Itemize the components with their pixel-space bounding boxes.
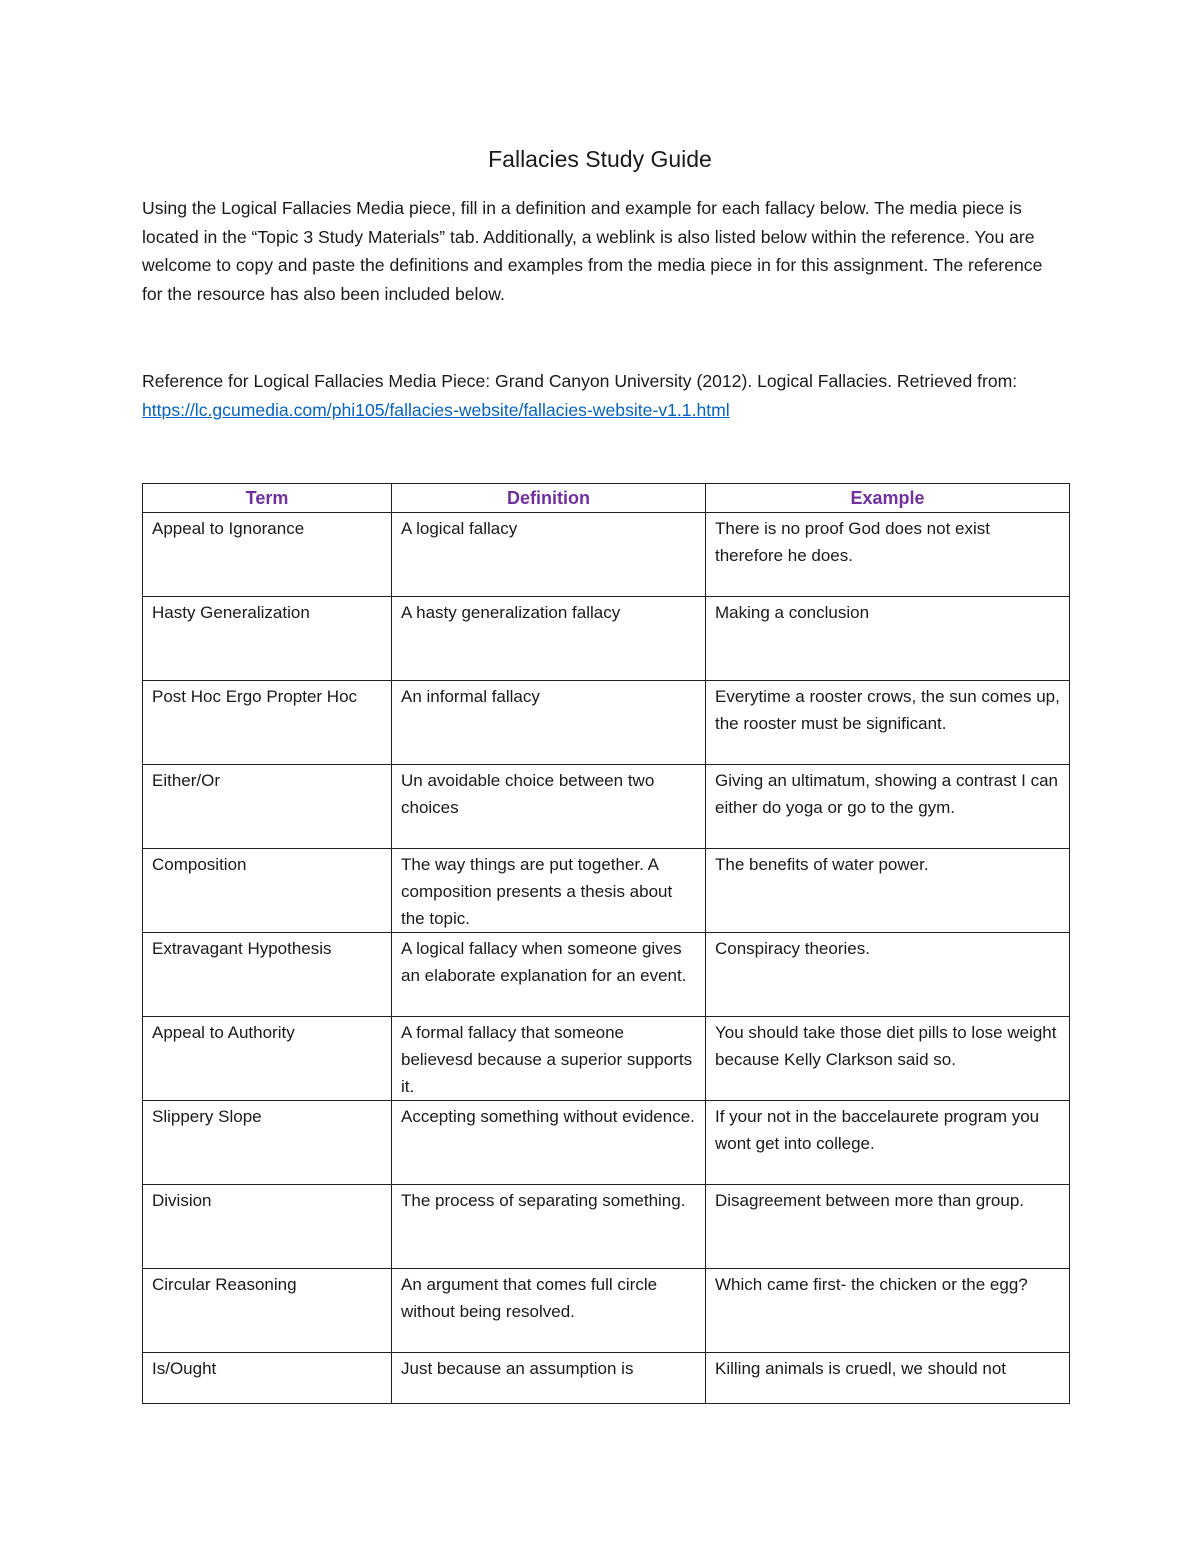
table-row (143, 1101, 1070, 1185)
example-cell: Killing animals is cruedl, we should not (706, 1353, 1070, 1404)
definition-cell: A logical fallacy when someone gives an elaborate explanation for an event. (392, 933, 706, 1017)
example-cell: Everytime a rooster crows, the sun comes up, the rooster must be significant. (706, 681, 1070, 765)
definition-cell: An argument that comes full circle without being resolved. (392, 1269, 706, 1353)
table-row (143, 1353, 1070, 1404)
definition-cell: A logical fallacy (392, 513, 706, 597)
term-cell: Appeal to Ignorance (143, 513, 392, 597)
page-title: Fallacies Study Guide (488, 146, 712, 172)
definition-cell: Just because an assumption is (392, 1353, 706, 1404)
table-row (143, 1017, 1070, 1101)
term-cell: Is/Ought (143, 1353, 392, 1404)
table-row (143, 765, 1070, 849)
example-cell: There is no proof God does not exist therefore he does. (706, 513, 1070, 597)
term-cell: Circular Reasoning (143, 1269, 392, 1353)
fallacies-table (142, 483, 1070, 1404)
definition-cell: A formal fallacy that someone believesd because a superior supports it. (392, 1017, 706, 1101)
definition-cell: Accepting something without evidence. (392, 1101, 706, 1185)
term-cell: Appeal to Authority (143, 1017, 392, 1101)
example-cell: You should take those diet pills to lose weight because Kelly Clarkson said so. (706, 1017, 1070, 1101)
reference-link[interactable]: https://lc.gcumedia.com/phi105/fallacies-website/fallacies-website-v1.1.html (142, 399, 730, 420)
definition-cell: A hasty generalization fallacy (392, 597, 706, 681)
example-cell: Disagreement between more than group. (706, 1185, 1070, 1269)
intro-paragraph: Using the Logical Fallacies Media piece, fill in a definition and example for each fallacy below. The media piece is located in the “Topic 3 Study Materials” tab. Additionally, a weblink is also listed below within the reference. You are welcome to copy and paste the definitions and examples from the media piece in for this assignment. The reference for the resource has also been included below. (142, 198, 1043, 304)
term-cell: Post Hoc Ergo Propter Hoc (143, 681, 392, 765)
reference-paragraph (142, 367, 1062, 424)
header-definition: Definition (392, 484, 706, 513)
table-row (143, 681, 1070, 765)
example-cell: Making a conclusion (706, 597, 1070, 681)
example-cell: Giving an ultimatum, showing a contrast I can either do yoga or go to the gym. (706, 765, 1070, 849)
example-cell: If your not in the baccelaurete program you wont get into college. (706, 1101, 1070, 1185)
definition-cell: The process of separating something. (392, 1185, 706, 1269)
example-cell: The benefits of water power. (706, 849, 1070, 933)
header-example: Example (706, 484, 1070, 513)
table-row (143, 597, 1070, 681)
table-row (143, 849, 1070, 933)
header-term: Term (143, 484, 392, 513)
term-cell: Slippery Slope (143, 1101, 392, 1185)
reference-text: Reference for Logical Fallacies Media Piece: Grand Canyon University (2012). Logical Fallacies. Retrieved from: (142, 371, 1018, 391)
term-cell: Composition (143, 849, 392, 933)
table-row (143, 513, 1070, 597)
term-cell: Hasty Generalization (143, 597, 392, 681)
table-row (143, 1269, 1070, 1353)
example-cell: Which came first- the chicken or the egg? (706, 1269, 1070, 1353)
definition-cell: An informal fallacy (392, 681, 706, 765)
table-header-row (143, 484, 1070, 513)
definition-cell: Un avoidable choice between two choices (392, 765, 706, 849)
term-cell: Extravagant Hypothesis (143, 933, 392, 1017)
term-cell: Either/Or (143, 765, 392, 849)
example-cell: Conspiracy theories. (706, 933, 1070, 1017)
definition-cell: The way things are put together. A composition presents a thesis about the topic. (392, 849, 706, 933)
term-cell: Division (143, 1185, 392, 1269)
table-row (143, 1185, 1070, 1269)
table-row (143, 933, 1070, 1017)
